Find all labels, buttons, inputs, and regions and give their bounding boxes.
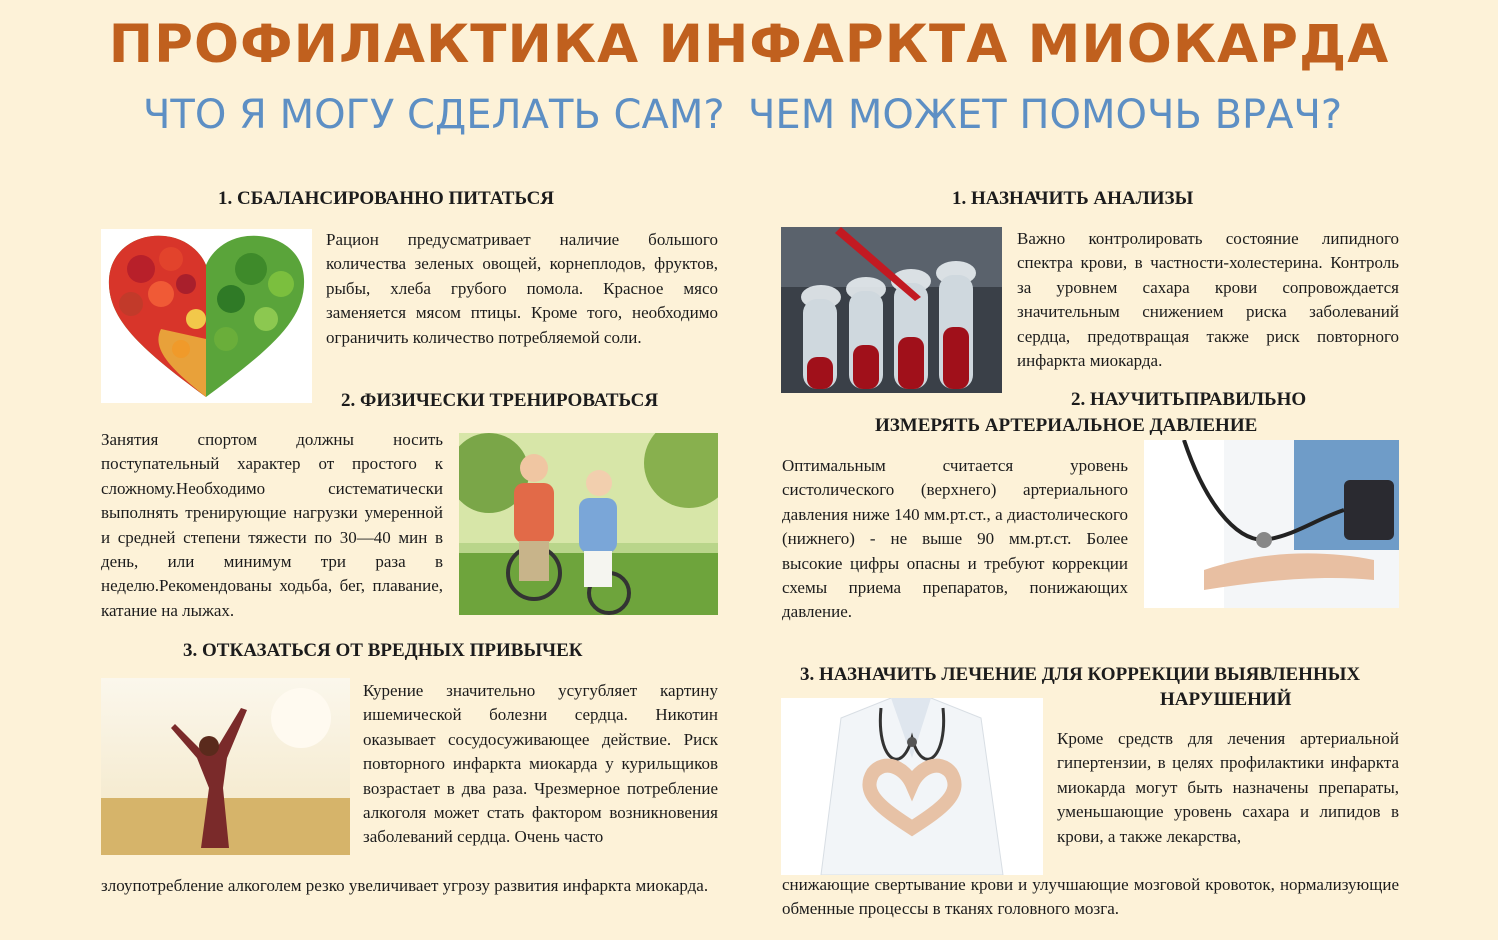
subtitle-self-help: ЧТО Я МОГУ СДЕЛАТЬ САМ? — [143, 92, 725, 138]
nutrition-text: Рацион предусматривает наличие большого количества зеленых овощей, корнеплодов, фруктов, рыбы, хлеба грубого помола. Красное мясо заменяется мясом птицы. Кроме того, необходимо ограничить количество потребляемой соли. — [326, 230, 718, 347]
tests-text: Важно контролировать состояние липидного спектра крови, в частности-холестерина. Контроль за уровнем сахара крови сопровождается значительным снижением риска заболеваний сердца, предотвращая также риск повторного инфаркта миокарда. — [1017, 229, 1399, 371]
blood-pressure-text: Оптимальным считается уровень систолического (верхнего) артериального давления ниже 140 мм.рт.ст., а диастолического (нижнего) - не выше 90 мм.рт.ст. Более высокие цифры опасны и требуют коррекции схемы приема препаратов, понижающих давление. — [782, 456, 1128, 622]
heading-tests: 1. НАЗНАЧИТЬ АНАЛИЗЫ — [952, 188, 1194, 209]
subtitle-doctor-help: ЧЕМ МОЖЕТ ПОМОЧЬ ВРАЧ? — [748, 92, 1343, 138]
doctor-heart-hands-image — [781, 698, 1043, 875]
blood-test-tubes-image — [781, 227, 1002, 393]
cycling-couple-image — [459, 433, 718, 615]
exercise-text: Занятия спортом должны носить поступательный характер от простого к сложному.Необходимо систематически выполнять тренирующие нагрузки умеренной и средней степени тяжести по 30—40 мин в день, или минимум три раза в неделю.Рекомендованы ходьба, бег, плавание, катание на лыжах. — [101, 430, 443, 620]
bad-habits-text-a: Курение значительно усугубляет картину ишемической болезни сердца. Никотин оказывает сосудосуживающее действие. Риск повторного инфаркта миокарда у курильщиков возрастает в два раза. Чрезмерное потребление алкоголя может стать фактором возникновения заболеваний сердца. Очень часто — [363, 681, 718, 847]
treatment-text-b: снижающие свертывание крови и улучшающие мозговой кровоток, нормализующие обменные процессы в тканях головного мозга. — [782, 875, 1399, 919]
woman-field-image — [101, 678, 350, 855]
blood-pressure-measurement-image — [1144, 440, 1399, 608]
heading-bad-habits: 3. ОТКАЗАТЬСЯ ОТ ВРЕДНЫХ ПРИВЫЧЕК — [183, 640, 583, 661]
heading-bp-line2: ИЗМЕРЯТЬ АРТЕРИАЛЬНОЕ ДАВЛЕНИЕ — [875, 415, 1258, 436]
heading-treatment-line1: 3. НАЗНАЧИТЬ ЛЕЧЕНИЕ ДЛЯ КОРРЕКЦИИ ВЫЯВЛЕННЫХ — [800, 664, 1361, 685]
heading-treatment-line2: НАРУШЕНИЙ — [1160, 689, 1292, 710]
heading-nutrition: 1. СБАЛАНСИРОВАННО ПИТАТЬСЯ — [218, 188, 555, 209]
bad-habits-text-b: злоупотребление алкоголем резко увеличивает угрозу развития инфаркта миокарда. — [101, 876, 709, 895]
heading-exercise: 2. ФИЗИЧЕСКИ ТРЕНИРОВАТЬСЯ — [341, 390, 659, 411]
poster-title: ПРОФИЛАКТИКА ИНФАРКТА МИОКАРДА — [108, 14, 1390, 75]
vegetable-heart-image — [101, 229, 312, 403]
heading-bp-line1: 2. НАУЧИТЬПРАВИЛЬНО — [1071, 389, 1307, 410]
treatment-text-a: Кроме средств для лечения артериальной гипертензии, в целях профилактики инфаркта миокарда могут быть назначены препараты, уменьшающие уровень сахара и липидов в крови, а также лекарства, — [1057, 729, 1399, 846]
